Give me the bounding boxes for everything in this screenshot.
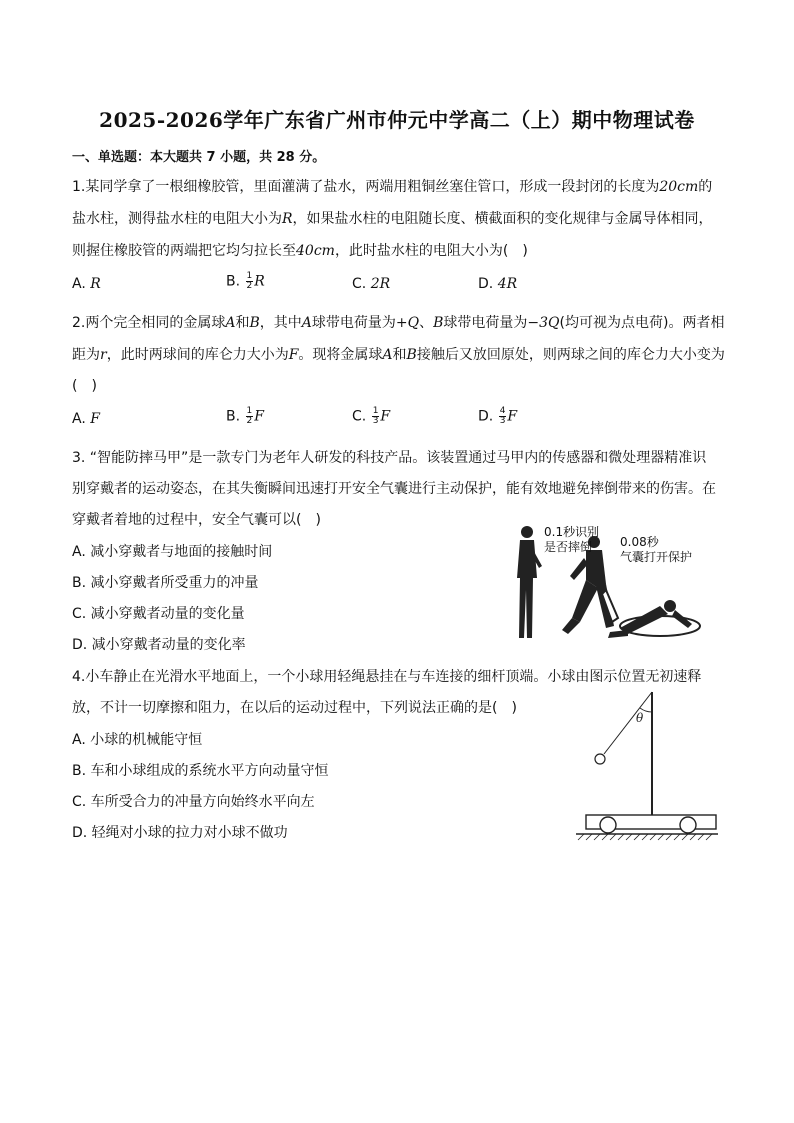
q2-option-a[interactable]: A. F bbox=[72, 411, 100, 427]
q1-text: 1.某同学拿了一根细橡胶管，里面灌满了盐水，两端用粗铜丝塞住管口，形成一段封闭的长度为 bbox=[72, 179, 660, 195]
q3-option-c[interactable]: C. 减小穿戴者动量的变化量 bbox=[72, 606, 245, 622]
fraction: $\frac{1}{2}$ bbox=[246, 406, 253, 426]
option-prefix: D. bbox=[478, 276, 498, 292]
fall-protection-figure bbox=[510, 518, 710, 648]
option-value: R bbox=[254, 273, 265, 290]
q1-option-c[interactable] bbox=[352, 276, 390, 292]
q3-option-a[interactable]: A. 减小穿戴者与地面的接触时间 bbox=[72, 544, 273, 560]
standing-person-icon bbox=[517, 526, 542, 638]
q1-length-2: 40cm bbox=[296, 243, 335, 259]
section-heading: 一、单选题：本大题共 7 小题，共 28 分。 bbox=[72, 150, 326, 165]
fraction: $\frac{4}{3}$ bbox=[499, 406, 506, 426]
q3-option-b[interactable]: B. 减小穿戴者所受重力的冲量 bbox=[72, 575, 259, 591]
q1-line-2 bbox=[72, 208, 713, 228]
q1-text: 则握住橡胶管的两端把它均匀拉长至 bbox=[72, 243, 296, 259]
q3-option-d[interactable]: D. 减小穿戴者动量的变化率 bbox=[72, 637, 246, 653]
ground-hatching bbox=[578, 834, 712, 840]
q4-line-1: 4.小车静止在光滑水平地面上，一个小球用轻绳悬挂在与车连接的细杆顶端。小球由图示位置无初速释 bbox=[72, 669, 702, 685]
q3-line-2: 别穿戴者的运动姿态，在其失衡瞬间迅速打开安全气囊进行主动保护，能有效地避免摔倒带来的伤害。在 bbox=[72, 481, 716, 497]
fig-label-airbag-1: 0.08秒 bbox=[620, 535, 659, 549]
fallen-person-icon bbox=[608, 600, 700, 638]
wheel-icon bbox=[680, 817, 696, 833]
q1-line-1 bbox=[72, 176, 712, 196]
q4-line-2: 放，不计一切摩擦和阻力，在以后的运动过程中，下列说法正确的是( ) bbox=[72, 700, 517, 716]
ball-icon bbox=[595, 754, 605, 764]
q1-option-b[interactable] bbox=[226, 272, 265, 291]
q2-option-d[interactable]: D. $\frac{4}{3}$ F bbox=[478, 406, 518, 426]
q1-option-a[interactable] bbox=[72, 276, 101, 292]
cart-pendulum-figure bbox=[572, 688, 722, 842]
fig-label-airbag-2: 气囊打开保护 bbox=[620, 550, 693, 564]
q1-line-3 bbox=[72, 240, 528, 260]
q2-option-c[interactable]: C. $\frac{1}{3}$ F bbox=[352, 406, 391, 426]
q1-option-d[interactable] bbox=[478, 276, 517, 292]
q4-option-b[interactable]: B. 车和小球组成的系统水平方向动量守恒 bbox=[72, 763, 329, 779]
option-value: R bbox=[90, 276, 101, 292]
q1-text: 的 bbox=[698, 179, 713, 195]
q1-resistance: R bbox=[282, 211, 293, 227]
q2-line-1: 2.两个完全相同的金属球A和B，其中A球带电荷量为+Q、B球带电荷量为−3Q(均可视为点电荷)。两者相 bbox=[72, 315, 725, 331]
option-value: 4R bbox=[497, 276, 518, 292]
fig-label-detect-1: 0.1秒识别 bbox=[544, 525, 600, 539]
q2-line-2: 距为r，此时两球间的库仑力大小为F。现将金属球A和B接触后又放回原处，则两球之间的库仑力大小变为 bbox=[72, 347, 725, 363]
option-prefix: A. bbox=[72, 276, 91, 292]
q3-line-1: 3. “智能防摔马甲”是一款专门为老年人研发的科技产品。该装置通过马甲内的传感器和微处理器精准识 bbox=[72, 450, 707, 466]
fraction: $\frac{1}{2}$ bbox=[246, 271, 253, 291]
q4-option-a[interactable]: A. 小球的机械能守恒 bbox=[72, 732, 203, 748]
q1-text: ，此时盐水柱的电阻大小为( ) bbox=[334, 243, 528, 259]
q4-option-c[interactable]: C. 车所受合力的冲量方向始终水平向左 bbox=[72, 794, 315, 810]
string bbox=[604, 692, 652, 754]
q4-option-d[interactable]: D. 轻绳对小球的拉力对小球不做功 bbox=[72, 825, 288, 841]
q1-length-1: 20cm bbox=[659, 179, 699, 195]
q1-text: ，如果盐水柱的电阻随长度、横截面积的变化规律与金属导体相同， bbox=[292, 211, 713, 227]
q2-option-b[interactable]: B. $\frac{1}{2}$ F bbox=[226, 406, 264, 426]
q3-line-3: 穿戴者着地的过程中，安全气囊可以( ) bbox=[72, 512, 321, 528]
fraction: $\frac{1}{3}$ bbox=[372, 406, 379, 426]
q1-text: 盐水柱，测得盐水柱的电阻大小为 bbox=[72, 211, 282, 227]
exam-title: 2025-2026学年广东省广州市仲元中学高二（上）期中物理试卷 bbox=[99, 108, 695, 132]
option-prefix: B. bbox=[226, 273, 245, 290]
theta-label: θ bbox=[636, 711, 644, 725]
option-value: 2R bbox=[370, 276, 391, 292]
option-prefix: C. bbox=[352, 276, 371, 292]
wheel-icon bbox=[600, 817, 616, 833]
fig-label-detect-2: 是否摔倒 bbox=[544, 540, 593, 554]
q2-line-3: ( ) bbox=[72, 378, 97, 394]
